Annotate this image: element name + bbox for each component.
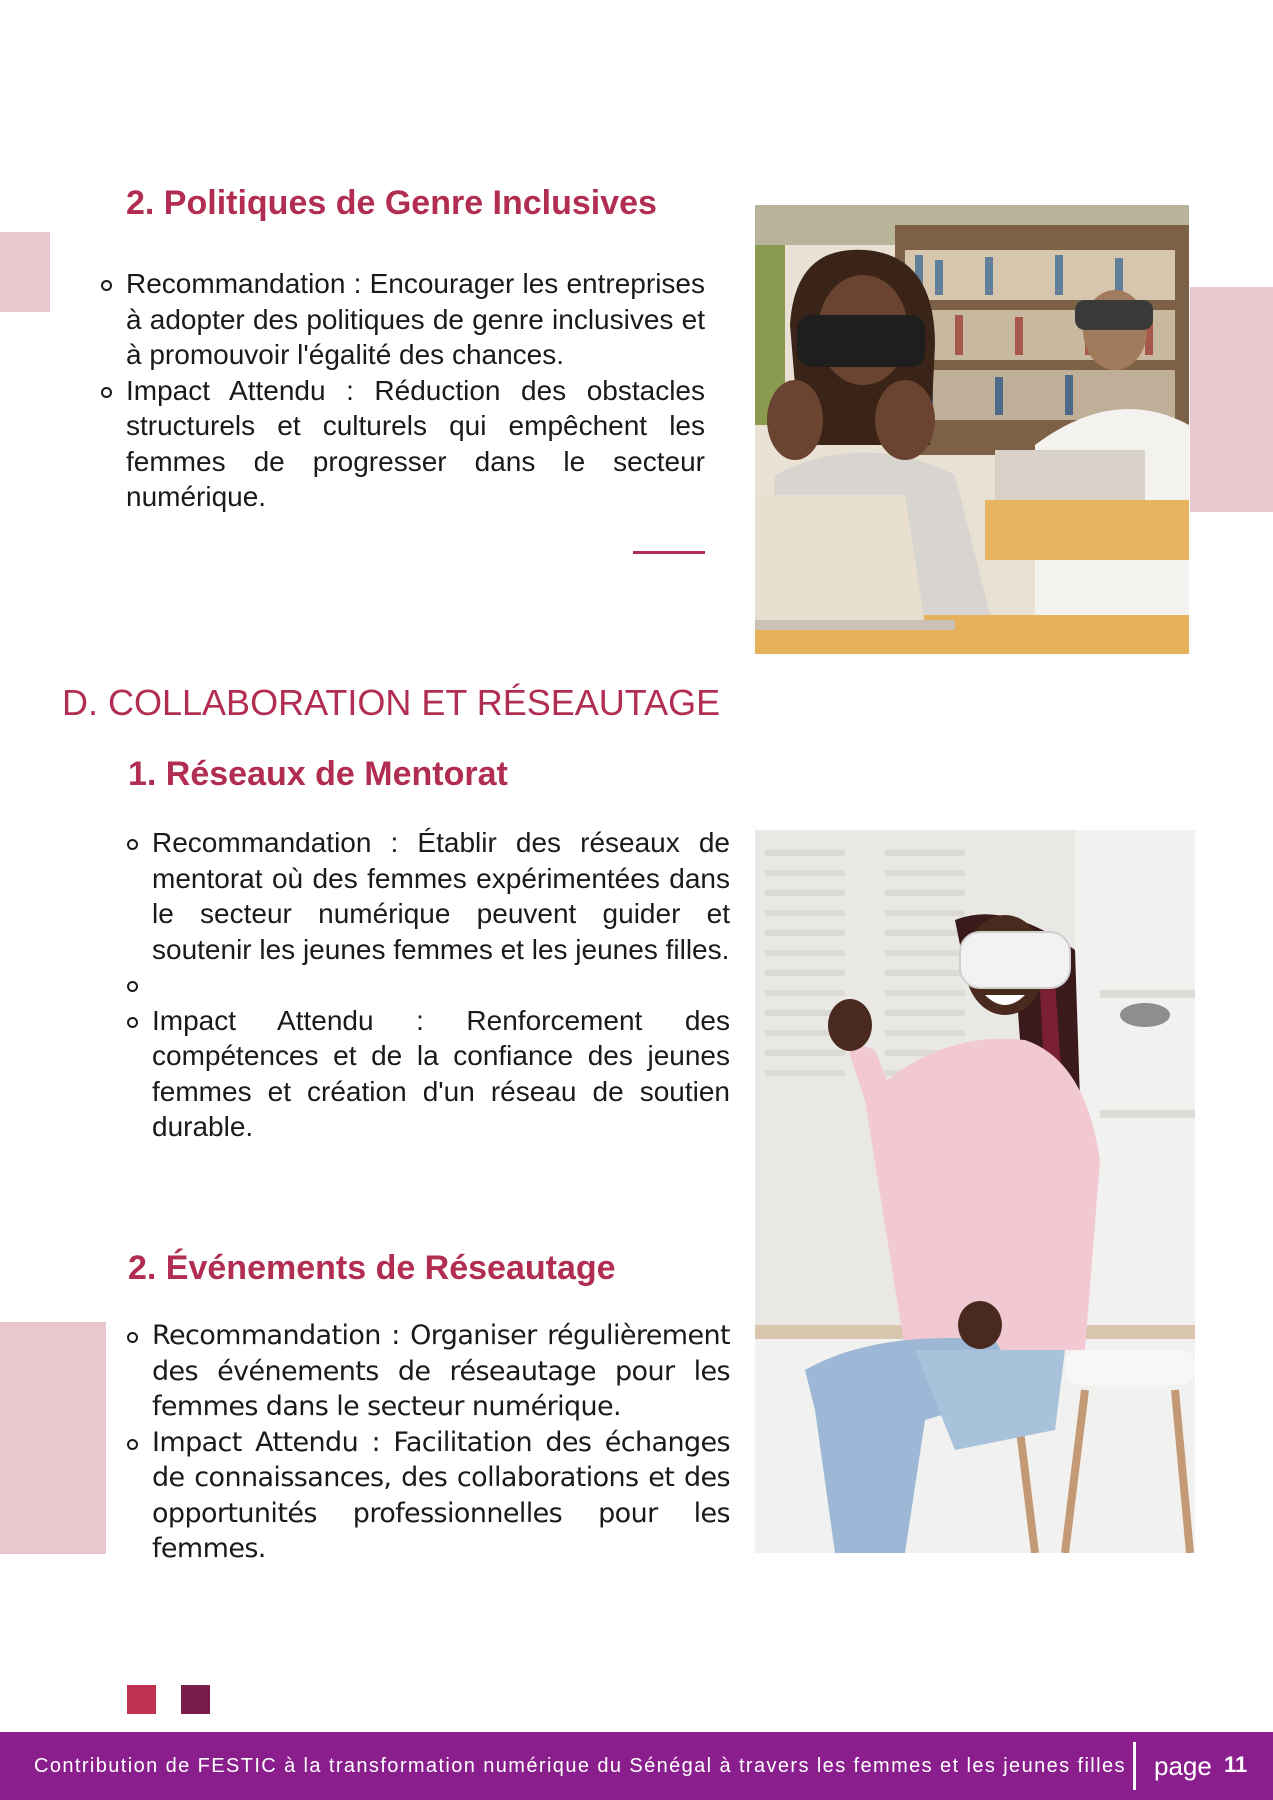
footer-page-label: page [1154, 1751, 1212, 1781]
genre-bullet-list [126, 266, 705, 515]
evenements-bullet-list [152, 1318, 730, 1567]
photo-vr-kitchen [755, 830, 1195, 1553]
decor-block-right [1190, 287, 1273, 512]
list-item: Impact Attendu : Facilitation des échanges de connaissances, des collaborations et des opportunités professionnelles pour les femmes. [152, 1425, 730, 1567]
footer-separator [1133, 1742, 1136, 1790]
section-heading-collaboration: D. COLLABORATION ET RÉSEAUTAGE [62, 682, 721, 723]
section-heading-mentorat: 1. Réseaux de Mentorat [128, 755, 508, 793]
footer-bar [0, 1732, 1273, 1800]
footer-text: Contribution de FESTIC à la transformation numérique du Sénégal à travers les femmes et les jeunes filles [34, 1755, 1126, 1777]
decor-block-left-bottom [0, 1322, 106, 1554]
decor-block-left-top [0, 232, 50, 312]
list-item: Recommandation : Encourager les entreprises à adopter des politiques de genre inclusives et à promouvoir l'égalité des chances. [126, 266, 705, 373]
list-item: Recommandation : Établir des réseaux de mentorat où des femmes expérimentées dans le secteur numérique peuvent guider et soutenir les jeunes femmes et les jeunes filles. [152, 825, 730, 967]
list-item: Impact Attendu : Réduction des obstacles structurels et culturels qui empêchent les femmes de progresser dans le secteur numérique. [126, 373, 705, 515]
decor-square-red [127, 1685, 156, 1714]
decor-square-plum [181, 1685, 210, 1714]
list-item-empty [152, 967, 730, 1003]
accent-rule [633, 551, 705, 554]
footer-page-number: 11 [1224, 1752, 1248, 1777]
list-item: Recommandation : Organiser régulièrement des événements de réseautage pour les femmes dans le secteur numérique. [152, 1318, 730, 1425]
mentorat-bullet-list [152, 825, 730, 1145]
list-item: Impact Attendu : Renforcement des compétences et de la confiance des jeunes femmes et création d'un réseau de soutien durable. [152, 1003, 730, 1145]
photo-vr-library [755, 205, 1189, 654]
section-heading-genre: 2. Politiques de Genre Inclusives [126, 184, 657, 222]
section-heading-evenements: 2. Événements de Réseautage [128, 1249, 616, 1287]
